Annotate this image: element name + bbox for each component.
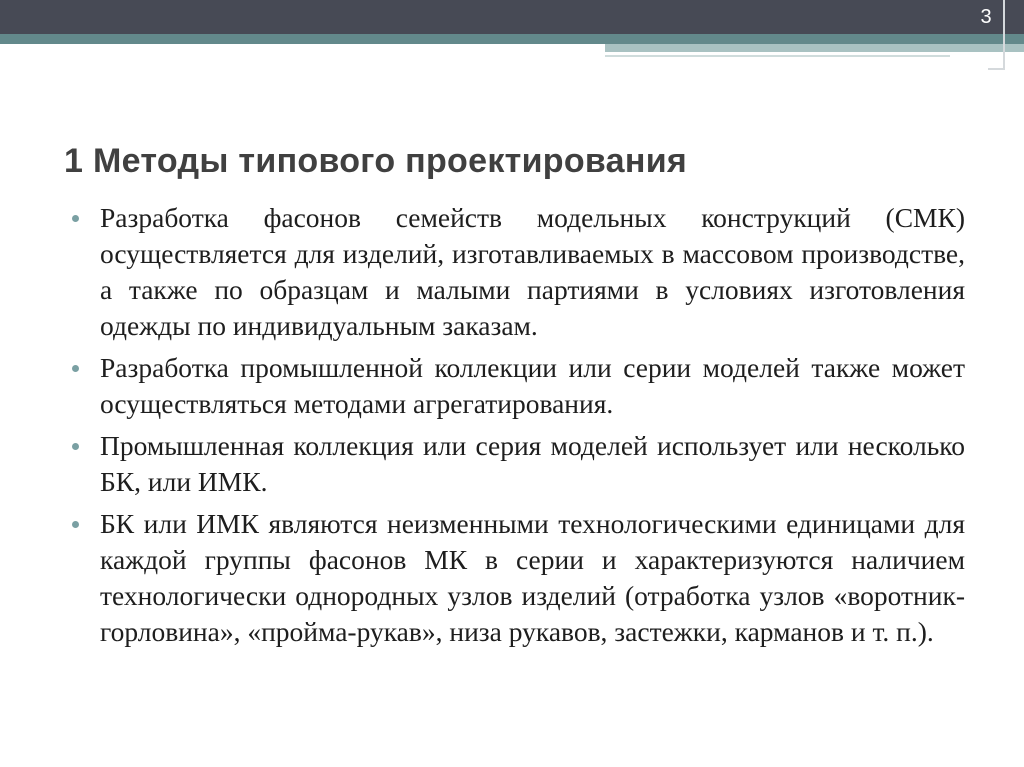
accent-strip <box>0 34 1024 44</box>
frame-edge <box>1003 0 1005 70</box>
bullet-dot-icon <box>72 521 79 528</box>
list-item <box>72 350 965 422</box>
list-item <box>72 200 965 344</box>
accent-line <box>605 55 950 57</box>
bullet-dot-icon <box>72 443 79 450</box>
header-band <box>0 0 1024 34</box>
frame-edge-tail <box>988 68 1005 70</box>
list-item-text: Разработка фасонов семейств модельных конструкций (СМК) осуществляется для изделий, изготавливаемых в массовом производстве, а также по образцам и малыми партиями в условиях изготовления одежды по индивидуальным заказам. <box>100 202 965 341</box>
list-item <box>72 506 965 650</box>
list-item-text: БК или ИМК являются неизменными технологическими единицами для каждой группы фасонов МК в серии и характеризуются наличием технологически однородных узлов изделий (отработка узлов «воротник-горловина», «пройма-рукав», низа рукавов, застежки, карманов и т. п.). <box>100 508 965 647</box>
bullet-dot-icon <box>72 365 79 372</box>
bullet-list <box>72 200 965 656</box>
slide-title: 1 Методы типового проектирования <box>64 142 688 180</box>
list-item-text: Разработка промышленной коллекции или серии моделей также может осуществляться методами агрегатирования. <box>100 352 965 419</box>
list-item-text: Промышленная коллекция или серия моделей использует или несколько БК, или ИМК. <box>100 430 965 497</box>
list-item <box>72 428 965 500</box>
accent-strip-light <box>605 44 1024 52</box>
page-number: 3 <box>980 6 992 28</box>
bullet-dot-icon <box>72 215 79 222</box>
